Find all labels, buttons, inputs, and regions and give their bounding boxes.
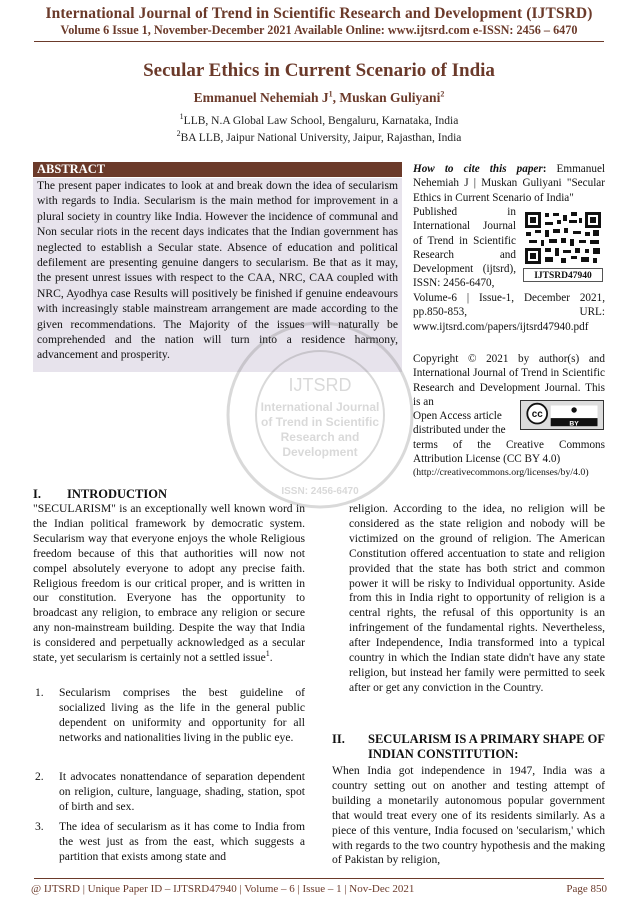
affiliation-1: $^1$LLB, N.A Global Law School, Bengaluru, Karnataka, India xyxy=(179,112,459,127)
list-item-number: 3. xyxy=(35,820,44,833)
journal-header: International Journal of Trend in Scientific Research and Development (IJTSRD) xyxy=(45,5,593,22)
paper-authors: Emmanuel Nehemiah $J^1$, Muskan Guliyani$^2$ xyxy=(193,89,445,105)
svg-text:ISSN: 2456-6470: ISSN: 2456-6470 xyxy=(281,486,359,497)
volume-line: Volume 6 Issue 1, November-December 2021 Available Online: www.ijtsrd.com e-ISSN: 2456 – 6470 xyxy=(60,23,578,37)
svg-text:International Journal: International Journal xyxy=(260,400,380,414)
cc-mark: cc xyxy=(531,409,543,421)
citation-bottom: Volume-6 | Issue-1, December 2021, pp.850-853, URL: www.ijtsrd.com/papers/ijtsrd47940.pdf xyxy=(413,292,605,333)
svg-text:Research and: Research and xyxy=(280,430,360,444)
list-item-text: Secularism comprises the best guideline of socialized living as the life in the general public dependent on uniformity and opportunity for all networks and nationalities living in the public eye. xyxy=(59,686,305,744)
page-number: Page 850 xyxy=(566,883,607,895)
svg-text:of Trend in Scientific: of Trend in Scientific xyxy=(260,415,380,429)
svg-text:Development: Development xyxy=(282,445,358,459)
copyright-narrow: Open Access article distributed under the xyxy=(413,410,506,437)
footer-rule xyxy=(34,878,604,879)
list-item-number: 2. xyxy=(35,770,44,783)
section-2-paragraph: When India got independence in 1947, India was a country setting out on another and testing attempt of building a monetarily autonomous popular government that would treat every one of its residents similarly. As a piece of this venture, India focused on 'secularism,' which with regards to the two country hypothesis and the making of Pakistan by religion, xyxy=(332,764,605,867)
list-item xyxy=(35,686,305,746)
list-item xyxy=(35,820,305,865)
qr-code-label: IJTSRD47940 xyxy=(523,268,603,282)
ijtsrd-watermark xyxy=(225,320,415,510)
list-item-text: The idea of secularism as it has come to India from the west just as from the east, which suggests a partition that exists among state and xyxy=(59,820,305,863)
list-item xyxy=(35,770,305,815)
section-2-heading: II. SECULARISM IS A PRIMARY SHAPE OF INDIAN CONSTITUTION: xyxy=(332,732,605,761)
abstract-heading: ABSTRACT xyxy=(33,162,402,177)
paper-title: Secular Ethics in Current Scenario of India xyxy=(143,60,495,81)
list-item-text: It advocates nonattendance of separation dependent on religion, culture, language, shading, station, spot of birth and sex. xyxy=(59,770,305,813)
section-1-continuation: religion. According to the idea, no religion will be considered as the state religion and nobody will be victimized on the ground of religion. The American Constitution offered accentuation to state and religion provided that the state has both strict and common power it will be risky to Individual opportunity. Aside from this in India right to opportunity of religion is a central rights, the refusal of this opportunity is an infringement of the fundamental rights. Nevertheless, after Independence, India transformed into a typical country in which the Indian state didn't have any state religion, but instead her family were permitted to seek after or get any conviction in the Country. xyxy=(349,502,605,694)
list-item-number: 1. xyxy=(35,686,44,699)
header-rule xyxy=(34,41,604,42)
copyright-link: (http://creativecommons.org/licenses/by/4.0) xyxy=(413,467,589,478)
affiliation-2: $^2$BA LLB, Jaipur National University, Jaipur, Rajasthan, India xyxy=(176,129,462,144)
abstract-body: The present paper indicates to look at and break down the idea of secularism with regards to India. Secularism is the main method for improvement in a plural society in country like India. However the incidence of communal and Non secular riots in the recent days indicates that the Indian government has neglected to establish a Secular state. Absence of education and political defilement are presenting genuine dangers to secularism. Be that as it may, the present unrest issues with respect to the CAA, NRC, CAA coupled with NRC, Ayodhya case Results will positively be finished if genuine endeavours with increasingly stable mainstream arrangement are made according to the given recommendations. The Majority of the issues will naturally be comprehended and the nation will turn into a residence harmony, advancement and prosperity. xyxy=(33,178,402,372)
citation-top: How to cite this paper: Emmanuel Nehemiah J | Muskan Guliyani "Secular Ethics in Current Scenario of India" xyxy=(413,163,606,204)
qr-code-image xyxy=(523,210,603,266)
section-1-paragraph: "SECULARISM" is an exceptionally well known word in the Indian political framework by democratic system. Secularism way that everyone enjoys the whole Religious freedom because of this that authorities will now not compel absolutely everyone to adopt any precise faith. Religious freedom is our critical proper, and is written in our constitution. Everyone has the opportunity to broadcast any religion, to embrace any religion or secure any non-mainstream building. Despite the way that India is considered and perpetually acknowledged as a secular state, yet secularism is certainly not a settled issue$^1$. xyxy=(33,502,305,665)
copyright-top: Copyright © 2021 by author(s) and International Journal of Trend in Scientific Research and Development Journal. This is an xyxy=(413,353,605,408)
section-1-heading: I. INTRODUCTION xyxy=(33,487,168,501)
footer-info: @ IJTSRD | Unique Paper ID – IJTSRD47940 | Volume – 6 | Issue – 1 | Nov-Dec 2021 xyxy=(31,883,415,895)
citation-narrow: Published in International Journal of Trend in Scientific Research and Development (ijtsrd), ISSN: 2456-6470, xyxy=(413,206,516,290)
copyright-bottom: terms of the Creative Commons Attribution License (CC BY 4.0) xyxy=(413,439,605,466)
svg-text:IJTSRD: IJTSRD xyxy=(288,375,352,395)
cc-by-license-icon xyxy=(520,400,604,430)
by-mark: BY xyxy=(569,420,579,428)
